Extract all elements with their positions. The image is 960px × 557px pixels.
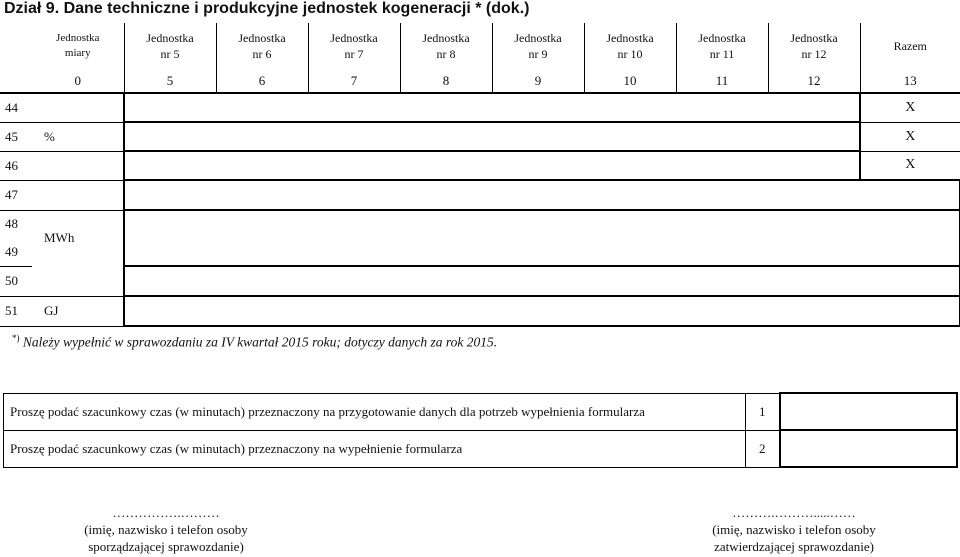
header-row: [0, 23, 960, 69]
column-number-row: [0, 69, 960, 93]
row-unit: GJ: [32, 296, 124, 326]
signature-label-line1: (imię, nazwisko i telefon osoby: [84, 521, 248, 537]
signature-dots: …………….………: [112, 505, 220, 520]
row-number: 48: [5, 216, 18, 232]
column-header-unit-12: Jednostka nr 12: [768, 23, 860, 69]
question-number: 1: [746, 393, 780, 430]
table-row: [0, 296, 960, 326]
row-unit: [32, 266, 124, 296]
data-cells-block[interactable]: [124, 180, 960, 210]
data-cells-block[interactable]: [124, 151, 860, 180]
signature-dots: ……….……….....……: [732, 505, 856, 520]
col-num: 0: [74, 72, 81, 88]
row-unit: [32, 151, 124, 180]
answer-field[interactable]: [780, 430, 958, 467]
data-cells-block[interactable]: [124, 210, 960, 266]
question-row: [4, 430, 958, 467]
column-header-total: Razem: [860, 23, 960, 69]
total-cell: X: [860, 93, 960, 122]
col-num: 6: [216, 69, 308, 93]
signature-label-line2: zatwierdzającej sprawozdanie): [714, 538, 874, 554]
unit-column-header: [32, 23, 124, 69]
row-unit: %: [32, 122, 124, 151]
col-num: 5: [124, 69, 216, 93]
table-row: [0, 266, 960, 296]
col-num: 9: [492, 69, 584, 93]
signature-approver: [694, 505, 894, 556]
table-row: [0, 122, 960, 151]
table-row: [0, 180, 960, 210]
footnote-text: Należy wypełnić w sprawozdaniu za IV kwartał 2015 roku; dotyczy danych za rok 2015.: [22, 334, 498, 350]
data-table: [0, 23, 960, 327]
section-title: Dział 9. Dane techniczne i produkcyjne jednostek kogeneracji * (dok.): [4, 0, 530, 17]
question-text: Proszę podać szacunkowy czas (w minutach) przeznaczony na wypełnienie formularza: [4, 430, 746, 467]
data-cells-block[interactable]: [124, 93, 860, 122]
row-unit: [32, 93, 124, 122]
row-number: 46: [0, 151, 32, 180]
question-text: Proszę podać szacunkowy czas (w minutach) przeznaczony na przygotowanie danych dla potrzeb wypełnienia formularza: [4, 393, 746, 430]
footnote-mark: *): [12, 333, 20, 343]
footnote: [12, 333, 497, 351]
data-cells-block[interactable]: [124, 266, 960, 296]
signature-label-line1: (imię, nazwisko i telefon osoby: [712, 521, 876, 537]
unit-header-line2: miary: [64, 47, 91, 59]
col-num: 11: [676, 69, 768, 93]
row-unit: MWh: [44, 230, 75, 246]
row-number: 44: [0, 93, 32, 122]
question-number: 2: [746, 430, 780, 467]
col-num: 10: [584, 69, 676, 93]
row-number: 50: [0, 266, 32, 296]
signature-preparer: [66, 505, 266, 556]
row-number: 45: [0, 122, 32, 151]
column-header-unit-7: Jednostka nr 7: [308, 23, 400, 69]
row-unit: [32, 180, 124, 210]
column-header-unit-5: Jednostka nr 5: [124, 23, 216, 69]
time-estimate-table: [3, 392, 958, 468]
col-num: 7: [308, 69, 400, 93]
signature-label-line2: sporządzającej sprawozdanie): [88, 538, 244, 554]
row-number: 49: [0, 238, 32, 266]
col-num: 8: [400, 69, 492, 93]
answer-field[interactable]: [780, 393, 958, 430]
table-row: [0, 151, 960, 180]
row-number: 51: [0, 296, 32, 326]
total-cell: X: [860, 122, 960, 151]
column-header-unit-6: Jednostka nr 6: [216, 23, 308, 69]
unit-header-line1: Jednostka: [56, 32, 100, 45]
column-header-unit-11: Jednostka nr 11: [676, 23, 768, 69]
data-cells-block[interactable]: [124, 122, 860, 151]
column-header-unit-9: Jednostka nr 9: [492, 23, 584, 69]
question-row: [4, 393, 958, 430]
col-num: 13: [860, 69, 960, 93]
column-header-unit-10: Jednostka nr 10: [584, 23, 676, 69]
row-number: 47: [0, 180, 32, 210]
table-row: [0, 210, 960, 238]
data-cells-block[interactable]: [124, 296, 960, 326]
col-num: 12: [768, 69, 860, 93]
total-cell: X: [860, 151, 960, 180]
column-header-unit-8: Jednostka nr 8: [400, 23, 492, 69]
table-row: [0, 93, 960, 122]
